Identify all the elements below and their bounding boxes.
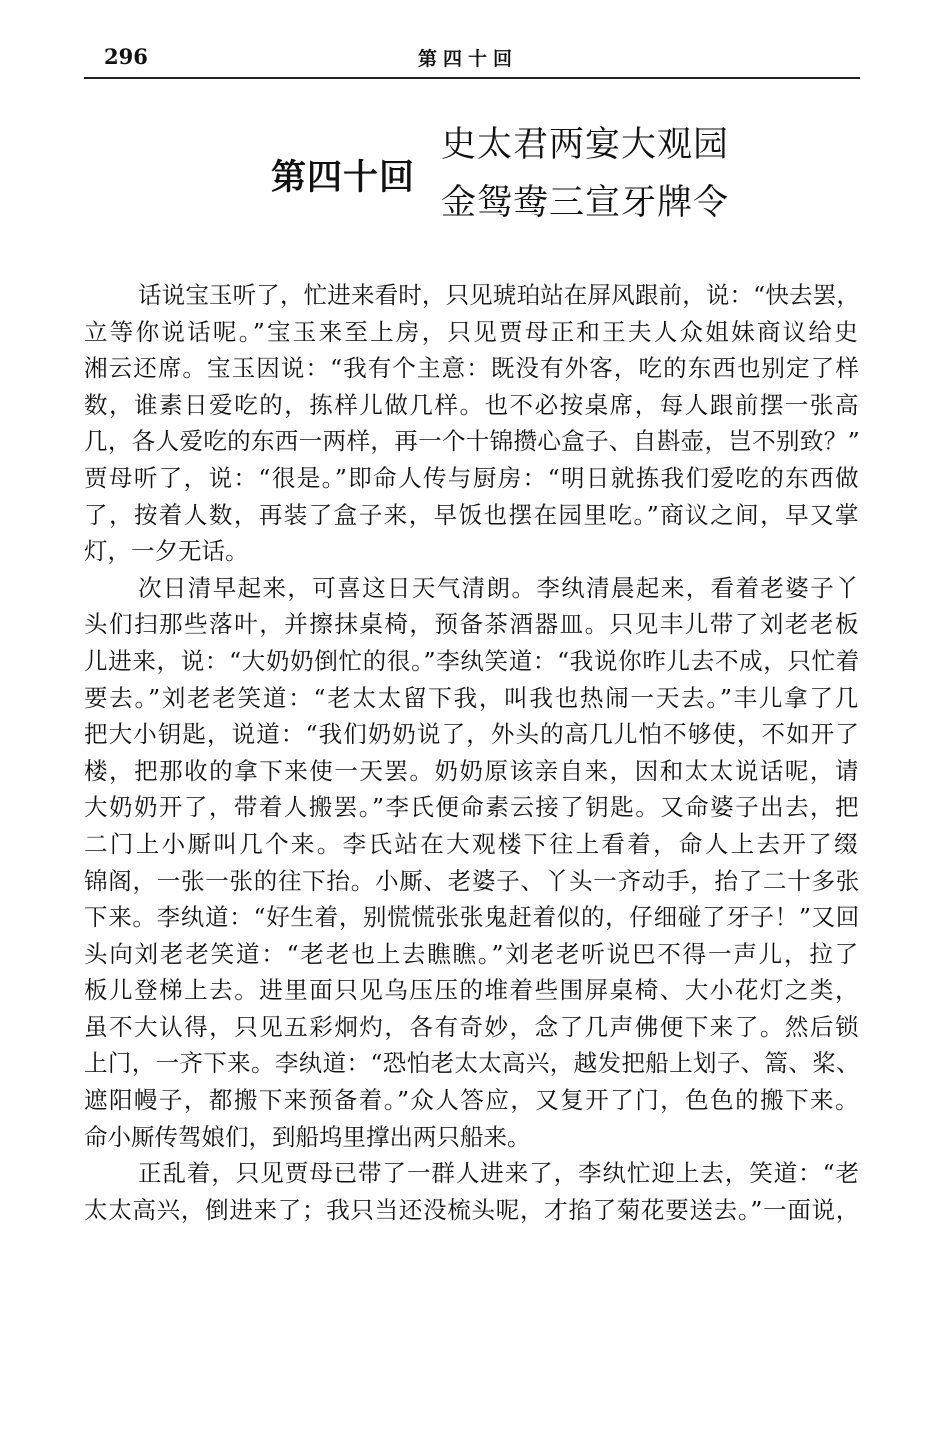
header-rule (84, 77, 860, 79)
body-text (84, 277, 866, 1228)
text-line: 几，各人爱吃的东西一两样，再一个十锦攒心盒子、自斟壶，岂不别致？” (84, 427, 860, 456)
text-line: 正乱着，只见贾母已带了一群人进来了，李纨忙迎上去，笑道：“老 (138, 1159, 860, 1188)
text-line: 虽不大认得，只见五彩炯灼，各有奇妙，念了几声佛便下来了。然后锁 (84, 1012, 860, 1041)
text-line: 板儿登梯上去。进里面只见乌压压的堆着些围屏桌椅、大小花灯之类， (84, 976, 860, 1005)
text-line: 立等你说话呢。”宝玉来至上房，只见贾母正和王夫人众姐妹商议给史 (84, 317, 860, 346)
text-line: 遮阳幔子，都搬下来预备着。”众人答应，又复开了门，色色的搬下来。 (84, 1086, 860, 1115)
text-line: 楼，把那收的拿下来使一天罢。奶奶原该亲自来，因和太太说话呢，请 (84, 756, 860, 785)
text-line: 命小厮传驾娘们，到船坞里撑出两只船来。 (84, 1122, 531, 1151)
chapter-title-line: 史太君两宴大观园 (441, 125, 730, 165)
running-head: 第四十回 (417, 48, 518, 70)
text-line: 灯，一夕无话。 (84, 537, 249, 566)
text-line: 二门上小厮叫几个来。李氏站在大观楼下往上看着，命人上去开了缀 (84, 829, 860, 858)
text-line: 贾母听了，说：“很是。”即命人传与厨房：“明日就拣我们爱吃的东西做 (84, 463, 860, 492)
text-line: 次日清早起来，可喜这日天气清朗。李纨清晨起来，看着老婆子丫 (138, 573, 860, 602)
text-line: 锦阁，一张一张的往下抬。小厮、老婆子、丫头一齐动手，抬了二十多张 (84, 866, 860, 895)
text-line: 儿进来，说：“大奶奶倒忙的很。”李纨笑道：“我说你昨儿去不成，只忙着 (84, 646, 860, 675)
text-line: 头向刘老老笑道：“老老也上去瞧瞧。”刘老老听说巴不得一声儿，拉了 (84, 939, 860, 968)
chapter-number: 第四十回 (271, 158, 416, 198)
text-line: 上门，一齐下来。李纨道：“恐怕老太太高兴，越发把船上划子、篙、桨、 (84, 1049, 860, 1078)
text-line: 了，按着人数，再装了盒子来，早饭也摆在园里吃。”商议之间，早又掌 (84, 500, 860, 529)
text-line: 头们扫那些落叶，并擦抹桌椅，预备茶酒器皿。只见丰儿带了刘老老板 (84, 610, 860, 639)
text-line: 太太高兴，倒进来了；我只当还没梳头呢，才掐了菊花要送去。”一面说， (84, 1195, 860, 1224)
text-line: 湘云还席。宝玉因说：“我有个主意：既没有外客，吃的东西也别定了样 (84, 354, 860, 383)
text-line: 大奶奶开了，带着人搬罢。”李氏便命素云接了钥匙。又命婆子出去，把 (84, 793, 860, 822)
text-line: 话说宝玉听了，忙进来看时，只见琥珀站在屏风跟前，说：“快去罢， (138, 281, 860, 309)
text-line: 把大小钥匙，说道：“我们奶奶说了，外头的高几儿怕不够使，不如开了 (84, 720, 860, 749)
chapter-title-line: 金鸳鸯三宣牙牌令 (441, 183, 730, 223)
text-line: 数，谁素日爱吃的，拣样儿做几样。也不必按桌席，每人跟前摆一张高 (84, 390, 860, 419)
text-line: 要去。”刘老老笑道：“老太太留下我，叫我也热闹一天去。”丰儿拿了几 (84, 683, 860, 712)
page-number: 296 (104, 44, 148, 69)
text-line: 下来。李纨道：“好生着，别慌慌张张鬼赶着似的，仔细碰了牙子！”又回 (84, 903, 860, 932)
